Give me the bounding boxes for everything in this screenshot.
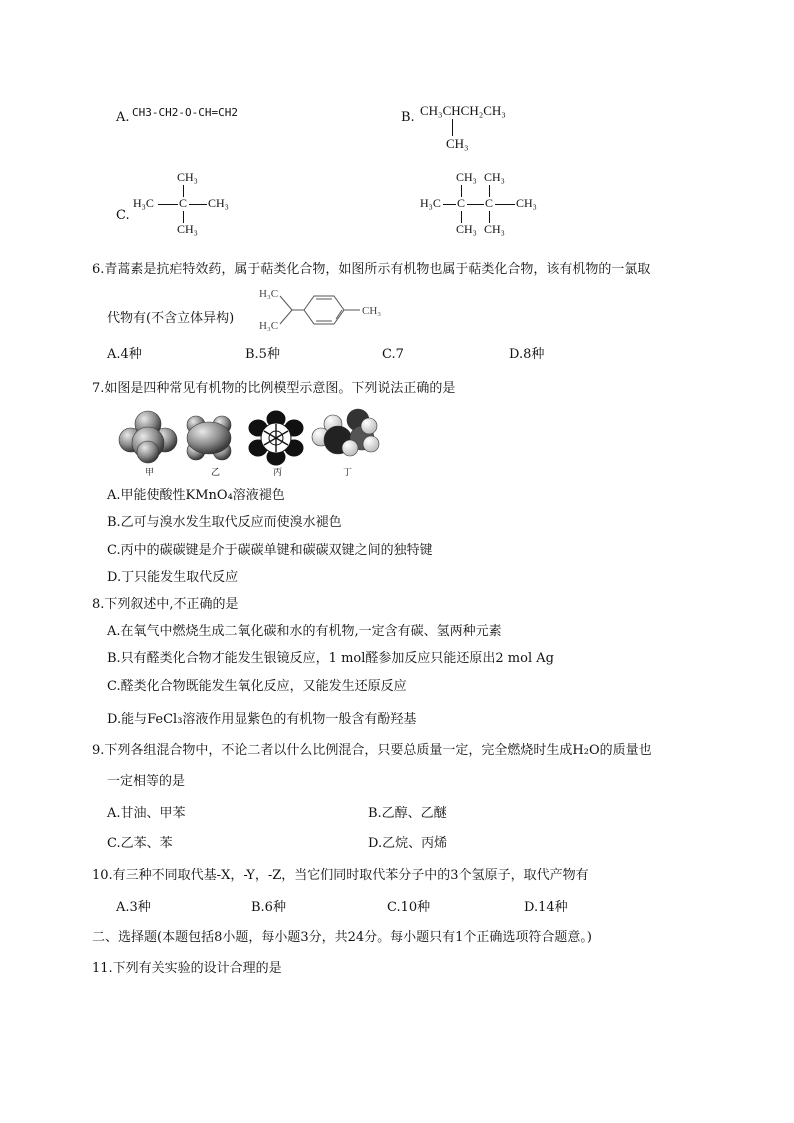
q5-option-c-bond-right [189, 204, 207, 205]
q10-option-a: A.3种 [116, 900, 151, 915]
q9-option-a: A.甘油、甲苯 [107, 806, 186, 821]
q5-option-d-top2: CH₃ [484, 170, 505, 184]
q5-option-c-right: CH₃ [208, 196, 229, 210]
q9-stem-line1: 9.下列各组混合物中，不论二者以什么比例混合，只要总质量一定，完全燃烧时生成H₂O的质量也 [92, 743, 652, 758]
q7-model-label-bing: 丙 [273, 468, 283, 478]
q6-cymene-structure [280, 290, 365, 332]
q9-option-c: C.乙苯、苯 [107, 836, 173, 851]
q5-option-c-bond-left [158, 204, 178, 205]
q5-option-d-left: H₃C [420, 196, 441, 210]
q11-stem: 11.下列有关实验的设计合理的是 [92, 961, 282, 976]
q5-option-d-c1: C [457, 196, 466, 210]
q7-space-filling-models [118, 410, 380, 465]
q5-option-d-right: CH₃ [516, 196, 537, 210]
q8-option-d: D.能与FeCl₃溶液作用显紫色的有机物一般含有酚羟基 [107, 712, 417, 727]
q5-option-d-bond-right [495, 204, 515, 205]
model-ethanol [312, 409, 379, 456]
q10-option-c: C.10种 [387, 900, 431, 915]
q7-stem: 7.如图是四种常见有机物的比例模型示意图。下列说法正确的是 [92, 381, 456, 396]
model-methane [119, 411, 177, 463]
q5-option-b-label: B. [401, 110, 415, 125]
q5-option-d-top1: CH₃ [456, 170, 477, 184]
q5-option-c-top: CH₃ [177, 170, 198, 184]
q9-option-b: B.乙醇、乙醚 [368, 806, 447, 821]
q8-option-c: C.醛类化合物既能发生氧化反应，又能发生还原反应 [107, 679, 407, 694]
q7-model-label-ding: 丁 [343, 468, 353, 478]
q6-struct-h3c-bottom: H₃C [259, 320, 279, 332]
q6-option-d: D.8种 [509, 347, 545, 362]
q9-stem-line2: 一定相等的是 [107, 774, 186, 789]
q5-option-b-sub: CH₃ [446, 136, 469, 151]
q5-option-d-bond-cc [467, 204, 484, 205]
q7-model-label-jia: 甲 [145, 468, 155, 478]
q6-struct-h3c-top: H₃C [259, 288, 279, 300]
q7-option-b: B.乙可与溴水发生取代反应而使溴水褪色 [107, 515, 342, 530]
q6-struct-ch3: CH₃ [362, 305, 382, 317]
q5-option-d-bot2: CH₃ [484, 222, 505, 236]
q5-option-a-label: A. [116, 110, 130, 125]
q5-option-b-bond [452, 119, 453, 136]
q6-option-b: B.5种 [245, 347, 280, 362]
q10-stem: 10.有三种不同取代基-X，-Y，-Z，当它们同时取代苯分子中的3个氢原子，取代产物有 [92, 868, 589, 883]
q5-option-c-center: C [179, 196, 188, 210]
q5-option-c-label: C. [116, 208, 130, 223]
section2-heading: 二、选择题(本题包括8小题，每小题3分，共24分。每小题只有1个正确选项符合题意。) [92, 930, 592, 945]
q5-option-d-c2: C [485, 196, 494, 210]
q6-option-a: A.4种 [107, 347, 142, 362]
q5-option-b-main: CH₃CHCH₂CH₃ [420, 103, 506, 118]
q5-option-d-bot1: CH₃ [456, 222, 477, 236]
q7-option-c: C.丙中的碳碳键是介于碳碳单键和碳碳双键之间的独特键 [107, 543, 433, 558]
q10-option-d: D.14种 [524, 900, 568, 915]
q6-stem-line1: 6.青蒿素是抗疟特效药，属于萜类化合物，如图所示有机物也属于萜类化合物，该有机物的一氯取 [92, 262, 651, 277]
q8-stem: 8.下列叙述中,不正确的是 [92, 597, 239, 612]
q7-model-label-yi: 乙 [211, 468, 221, 478]
q5-option-c-bottom: CH₃ [177, 222, 198, 236]
q5-option-a-formula: CH3-CH2-O-CH=CH2 [132, 106, 238, 119]
q6-option-c: C.7 [382, 347, 404, 362]
q10-option-b: B.6种 [251, 900, 286, 915]
model-ethylene [187, 416, 231, 460]
q5-option-d-bond-left [443, 204, 456, 205]
q8-option-b: B.只有醛类化合物才能发生银镜反应，1 mol醛参加反应只能还原出2 mol Ag [107, 651, 554, 666]
q7-option-d: D.丁只能发生取代反应 [107, 570, 239, 585]
model-benzene [249, 411, 303, 465]
q5-option-c-left: H₃C [133, 196, 154, 210]
q6-stem-line2: 代物有(不含立体异构) [107, 311, 235, 326]
q9-option-d: D.乙烷、丙烯 [368, 836, 448, 851]
q8-option-a: A.在氧气中燃烧生成二氧化碳和水的有机物,一定含有碳、氢两种元素 [107, 624, 502, 639]
q7-option-a: A.甲能使酸性KMnO₄溶液褪色 [107, 488, 285, 503]
